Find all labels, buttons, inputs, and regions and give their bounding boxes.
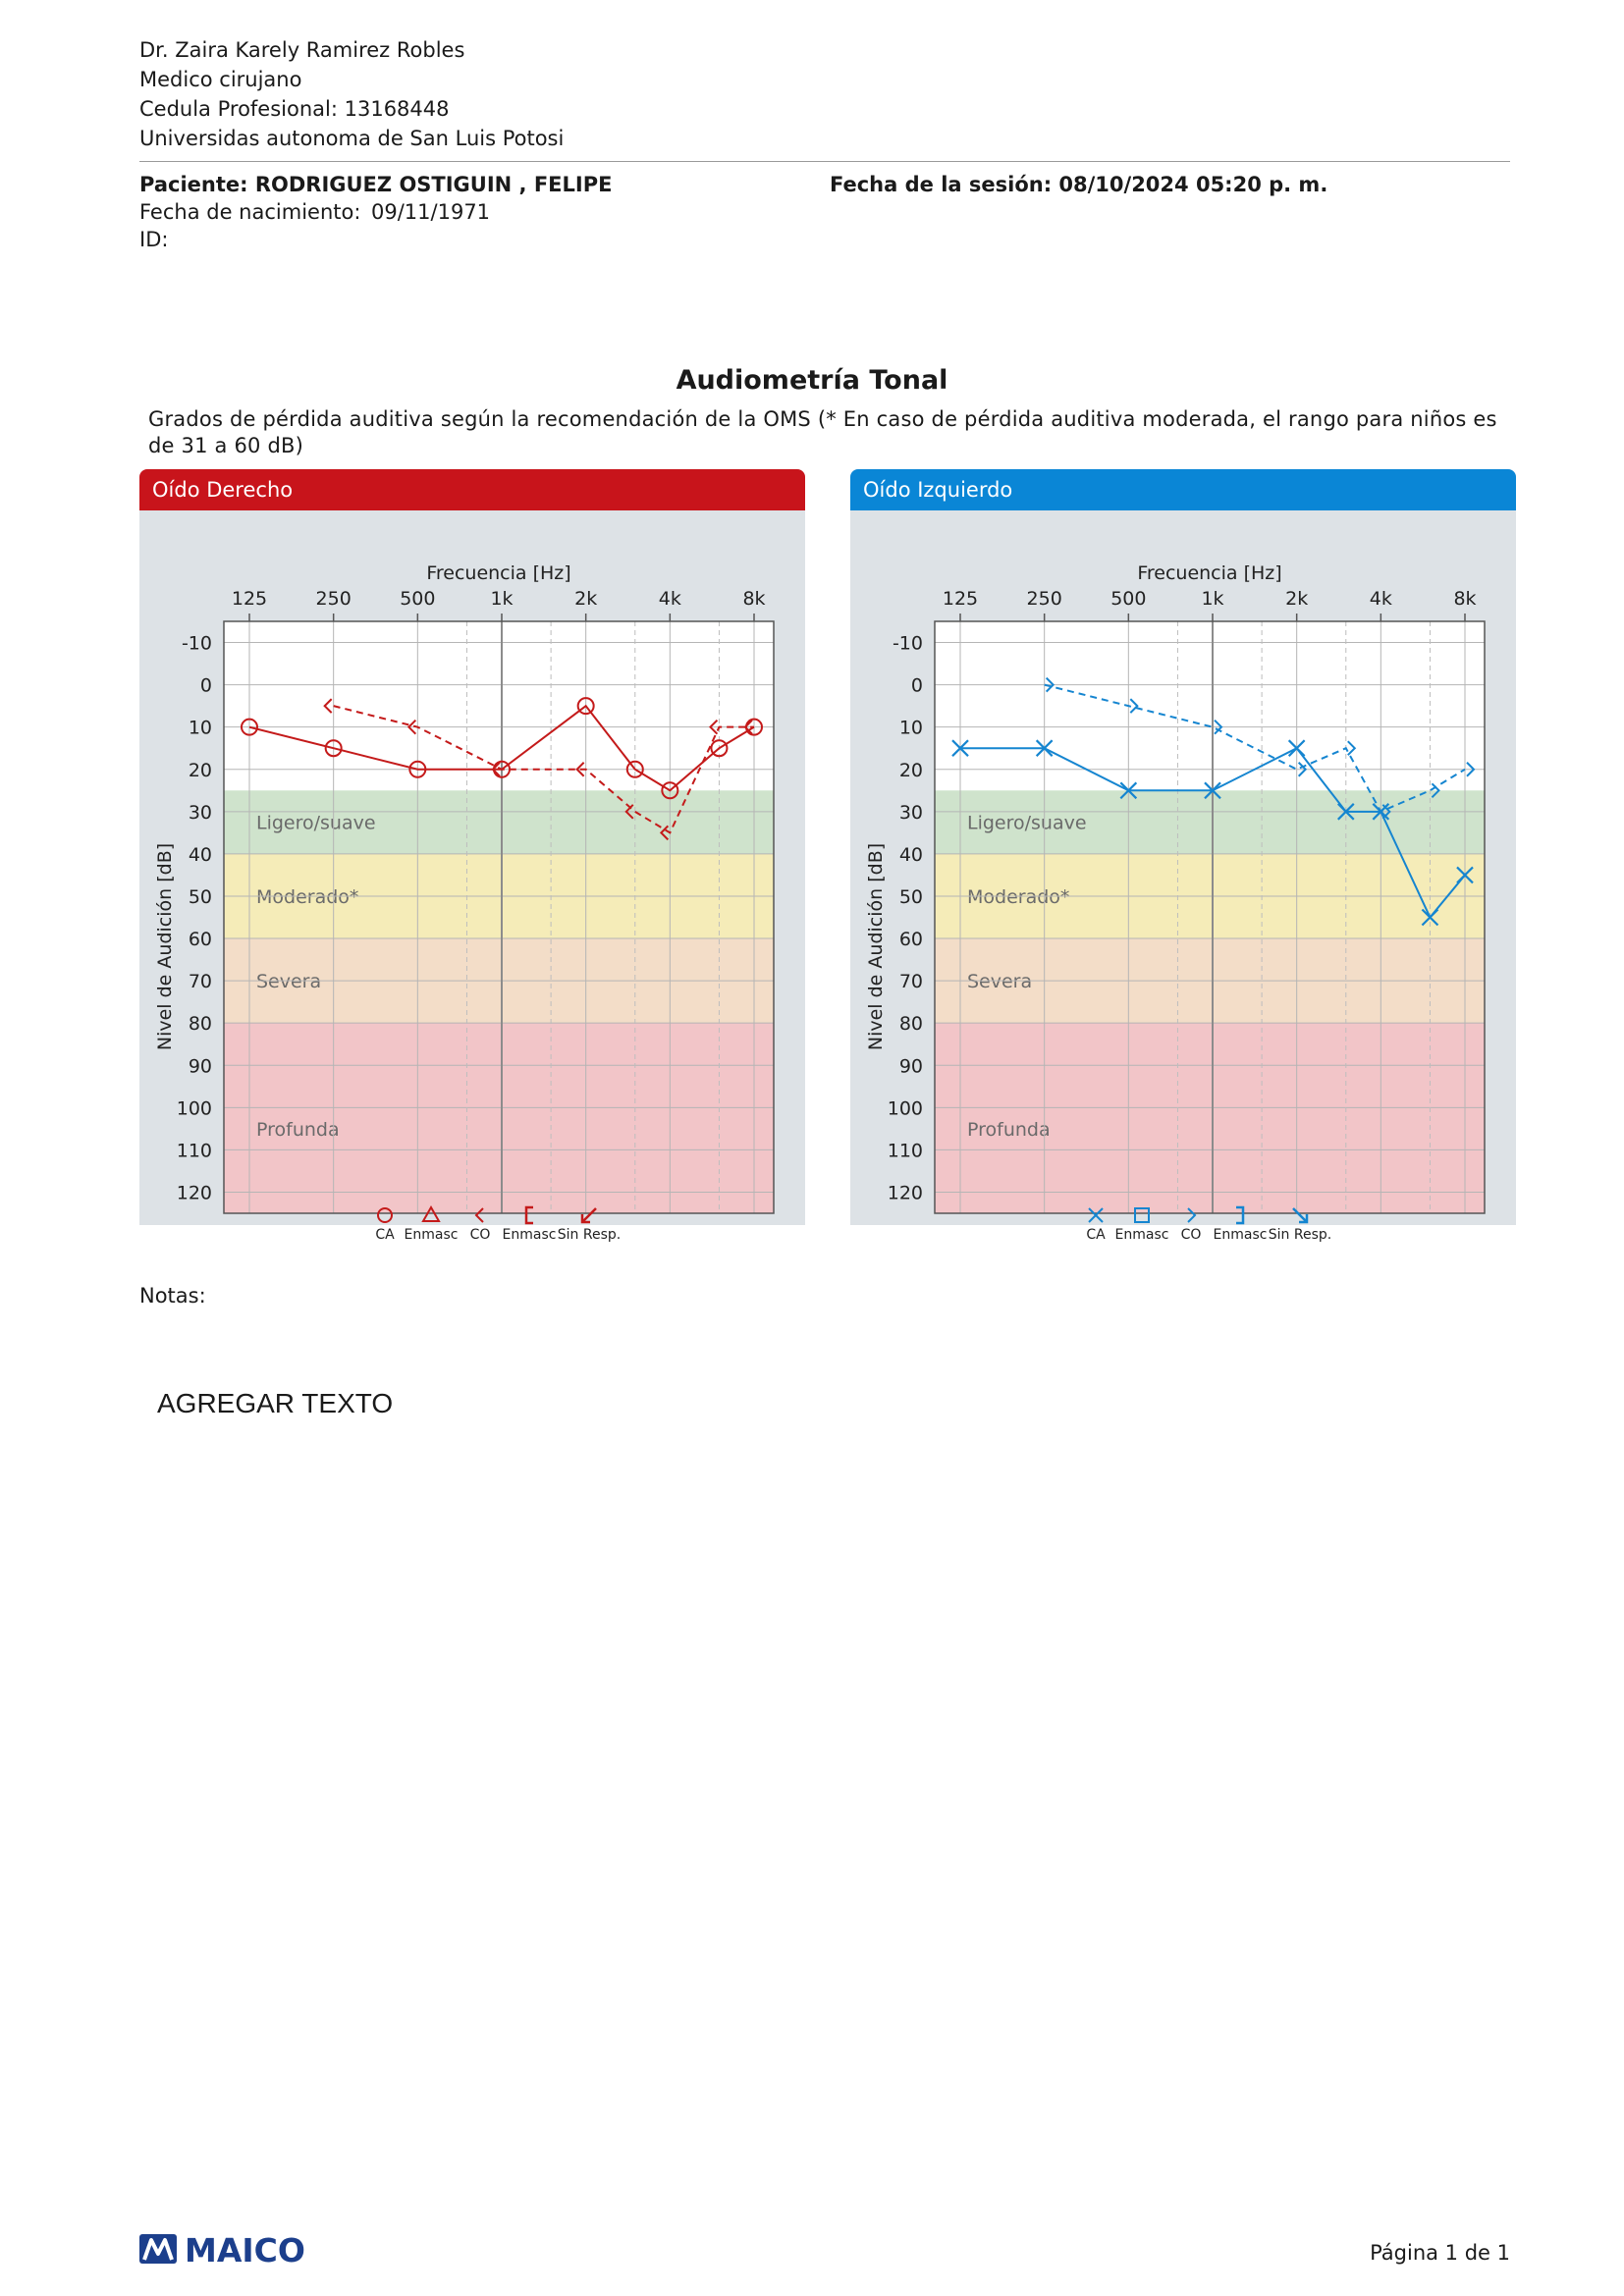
left-ear-panel — [850, 469, 1516, 1243]
band-label: Severa — [256, 971, 322, 993]
y-axis-title: Nivel de Audición [dB] — [865, 842, 887, 1051]
y-tick-label: 70 — [188, 971, 212, 993]
y-tick-label: 80 — [188, 1013, 212, 1036]
y-tick-label: 120 — [887, 1182, 923, 1204]
y-tick-label: 60 — [898, 929, 923, 951]
y-tick-label: 10 — [898, 717, 923, 739]
y-tick-label: 40 — [898, 843, 923, 866]
x-tick-label: 1k — [490, 588, 514, 610]
legend-label: CO — [469, 1227, 491, 1243]
doctor-role: Medico cirujano — [139, 68, 302, 91]
y-tick-label: -10 — [181, 632, 212, 655]
x-tick-label: 250 — [315, 588, 352, 610]
y-tick-label: 50 — [188, 885, 212, 908]
left-ear-audiogram — [850, 510, 1516, 1243]
maico-logo — [139, 2228, 336, 2271]
y-tick-label: 60 — [188, 929, 212, 951]
legend-label: Enmasc — [502, 1227, 557, 1243]
y-tick-label: 20 — [188, 759, 212, 781]
doctor-name: Dr. Zaira Karely Ramirez Robles — [139, 38, 465, 62]
legend-label: CA — [375, 1227, 395, 1243]
y-tick-label: 0 — [910, 674, 923, 697]
doctor-license: Cedula Profesional: 13168448 — [139, 97, 450, 121]
band-label: Moderado* — [967, 885, 1070, 908]
legend-label: CA — [1086, 1227, 1106, 1243]
header-divider — [139, 161, 1510, 162]
patient-id-label: ID: — [139, 228, 169, 251]
x-tick-label: 1k — [1201, 588, 1224, 610]
y-tick-label: 40 — [188, 843, 212, 866]
band-label: Moderado* — [256, 885, 359, 908]
band-label: Profunda — [967, 1118, 1051, 1141]
y-tick-label: 110 — [176, 1140, 212, 1162]
x-tick-label: 250 — [1026, 588, 1062, 610]
report-subtitle: Grados de pérdida auditiva según la recomendación de la OMS (* En caso de pérdida auditiva moderada, el rango para niños es de 31 a 60 dB) — [148, 407, 1497, 457]
dob-value: 09/11/1971 — [371, 200, 491, 224]
page-number: Página 1 de 1 — [1370, 2241, 1510, 2265]
y-tick-label: 120 — [176, 1182, 212, 1204]
y-tick-label: 100 — [176, 1097, 212, 1120]
y-tick-label: 70 — [898, 971, 923, 993]
legend-label: Enmasc — [404, 1227, 459, 1243]
dob-label: Fecha de nacimiento: — [139, 200, 361, 224]
legend-label: Sin Resp. — [1268, 1227, 1332, 1243]
y-tick-label: 90 — [898, 1055, 923, 1078]
x-tick-label: 2k — [1285, 588, 1309, 610]
y-tick-label: 0 — [199, 674, 212, 697]
x-tick-label: 8k — [742, 588, 766, 610]
x-tick-label: 4k — [1369, 588, 1392, 610]
patient-name: Paciente: RODRIGUEZ OSTIGUIN , FELIPE — [139, 173, 613, 196]
band-label: Ligero/suave — [256, 812, 376, 834]
x-tick-label: 2k — [574, 588, 598, 610]
legend-label: Enmasc — [1213, 1227, 1268, 1243]
y-tick-label: 80 — [898, 1013, 923, 1036]
x-axis-title: Frecuencia [Hz] — [1137, 562, 1282, 584]
x-tick-label: 500 — [1110, 588, 1147, 610]
legend-label: Sin Resp. — [557, 1227, 622, 1243]
x-tick-label: 8k — [1453, 588, 1477, 610]
notes-label: Notas: — [139, 1284, 206, 1308]
notes-text[interactable]: AGREGAR TEXTO — [157, 1388, 394, 1418]
y-tick-label: 30 — [898, 801, 923, 824]
right-ear-title: Oído Derecho — [139, 469, 805, 510]
report-title: Audiometría Tonal — [676, 365, 948, 396]
session-date: Fecha de la sesión: 08/10/2024 05:20 p. m. — [830, 173, 1328, 196]
y-tick-label: 20 — [898, 759, 923, 781]
y-tick-label: 10 — [188, 717, 212, 739]
x-tick-label: 125 — [942, 588, 979, 610]
right-ear-audiogram — [139, 510, 805, 1243]
y-tick-label: 110 — [887, 1140, 923, 1162]
y-tick-label: 100 — [887, 1097, 923, 1120]
legend-label: CO — [1180, 1227, 1202, 1243]
legend-label: Enmasc — [1114, 1227, 1169, 1243]
y-tick-label: 30 — [188, 801, 212, 824]
band-label: Ligero/suave — [967, 812, 1087, 834]
y-axis-title: Nivel de Audición [dB] — [154, 842, 176, 1051]
x-tick-label: 500 — [400, 588, 436, 610]
right-ear-panel — [139, 469, 805, 1243]
x-tick-label: 4k — [658, 588, 681, 610]
left-ear-title: Oído Izquierdo — [850, 469, 1516, 510]
x-axis-title: Frecuencia [Hz] — [426, 562, 571, 584]
y-tick-label: 50 — [898, 885, 923, 908]
logo-brand: MAICO — [185, 2231, 305, 2269]
x-tick-label: 125 — [231, 588, 268, 610]
y-tick-label: -10 — [892, 632, 923, 655]
band-label: Profunda — [256, 1118, 340, 1141]
doctor-university: Universidas autonoma de San Luis Potosi — [139, 127, 565, 150]
y-tick-label: 90 — [188, 1055, 212, 1078]
band-label: Severa — [967, 971, 1033, 993]
